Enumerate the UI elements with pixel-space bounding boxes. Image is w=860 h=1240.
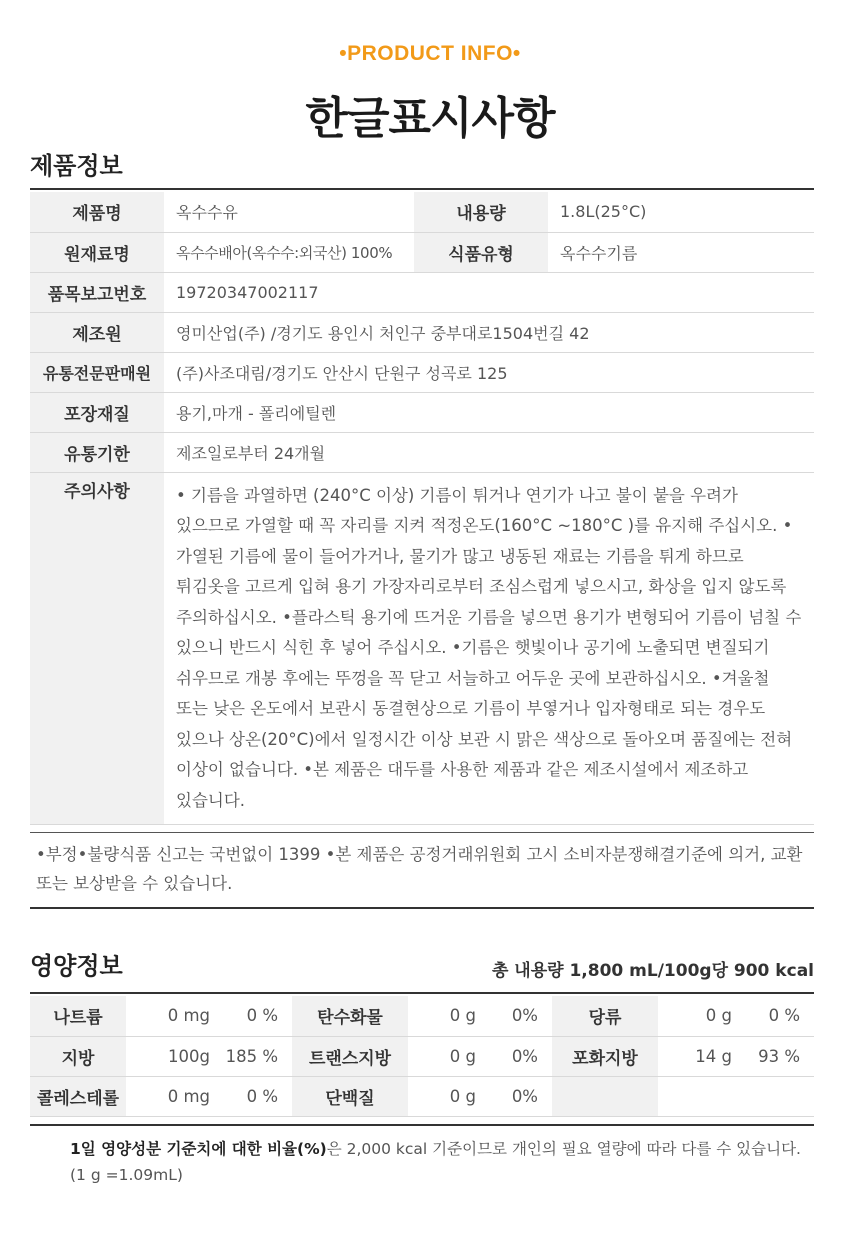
empty-cell (658, 1076, 738, 1116)
nutrient-label: 트랜스지방 (292, 1036, 408, 1076)
nutrient-label: 포화지방 (552, 1036, 658, 1076)
table-row (30, 996, 814, 1036)
caution-text: • 기름을 과열하면 (240°C 이상) 기름이 튀거나 연기가 나고 불이 붙을 우려가 있으므로 가열할 때 꼭 자리를 지켜 적정온도(160°C ~180°C )를 유지해 주십시오. •가열된 기름에 물이 들어가거나, 물기가 많고 냉동된 재료는 기름을 튀게 하므로 튀김옷을 고르게 입혀 용기 가장자리로부터 조심스럽게 넣으시고, 화상을 입지 않도록 주의하십시오. •플라스틱 용기에 뜨거운 기름을 넣으면 용기가 변형되어 기름이 넘칠 수 있으니 반드시 식힌 후 넣어 주십시오. •기름은 햇빛이나 공기에 노출되면 변질되기 쉬우므로 개봉 후에는 뚜껑을 꼭 닫고 서늘하고 어두운 곳에 보관하십시오. •겨울철 또는 낮은 온도에서 보관시 동결현상으로 기름이 부옇거나 입자형태로 되는 경우도 있으나 상온(20°C)에서 일정시간 이상 보관 시 맑은 색상으로 돌아오며 품질에는 전혀 이상이 없습니다. •본 제품은 대두를 사용한 제품과 같은 제조시설에서 제조하고 있습니다. (164, 472, 814, 825)
nutrient-percent: 0 % (216, 1076, 292, 1116)
nutrient-label: 지방 (30, 1036, 126, 1076)
tagline-dot-right: • (512, 42, 521, 65)
packaging-label: 포장재질 (30, 392, 164, 432)
report-number-label: 품목보고번호 (30, 272, 164, 312)
table-row (30, 472, 814, 825)
product-section-top-rule (30, 188, 814, 190)
ingredients-value: 옥수수배아(옥수수:외국산) 100% (164, 232, 414, 272)
volume-value: 1.8L(25°C) (548, 192, 814, 232)
nutrient-amount: 0 mg (126, 996, 216, 1036)
table-row (30, 312, 814, 352)
page-title: 한글표시사항 (305, 93, 555, 144)
manufacturer-value: 영미산업(주) /경기도 용인시 처인구 중부대로1504번길 42 (164, 312, 814, 352)
product-info-table (30, 192, 814, 825)
nutrient-amount: 14 g (658, 1036, 738, 1076)
ingredients-label: 원재료명 (30, 232, 164, 272)
product-section-title: 제품정보 (30, 152, 123, 180)
product-info-tagline (0, 42, 860, 66)
nutrition-total: 총 내용량 1,800 mL/100g당 900 kcal (491, 961, 814, 981)
footnote-bold: 1일 영양성분 기준치에 대한 비율(%) (70, 1140, 327, 1158)
nutrition-section-title: 영양정보 (30, 952, 123, 980)
footnote-text: 은 2,000 kcal 기준이므로 개인의 필요 열량에 따라 다를 수 있습니다. (326, 1140, 801, 1158)
table-row (30, 192, 814, 232)
nutrient-percent: 185 % (216, 1036, 292, 1076)
tagline-text: PRODUCT INFO (347, 42, 513, 65)
nutrient-percent: 0 % (738, 996, 814, 1036)
nutrient-label: 콜레스테롤 (30, 1076, 126, 1116)
table-row (30, 272, 814, 312)
nutrition-footnote (70, 1136, 810, 1188)
nutrient-percent: 0 % (216, 996, 292, 1036)
distributor-label: 유통전문판매원 (30, 352, 164, 392)
report-number-value: 19720347002117 (164, 272, 814, 312)
expiry-value: 제조일로부터 24개월 (164, 432, 814, 472)
empty-cell (738, 1076, 814, 1116)
nutrient-percent: 0% (482, 996, 552, 1036)
nutrient-amount: 0 g (408, 1076, 482, 1116)
nutrition-top-rule (30, 992, 814, 994)
nutrient-label: 탄수화물 (292, 996, 408, 1036)
report-notice: •부정•불량식품 신고는 국번없이 1399 •본 제품은 공정거래위원회 고시 소비자분쟁해결기준에 의거, 교환 또는 보상받을 수 있습니다. (36, 845, 803, 893)
table-row (30, 1076, 814, 1116)
product-name-value: 옥수수유 (164, 192, 414, 232)
table-row (30, 392, 814, 432)
nutrient-label: 나트륨 (30, 996, 126, 1036)
nutrient-amount: 100g (126, 1036, 216, 1076)
table-row (30, 432, 814, 472)
nutrient-percent: 0% (482, 1076, 552, 1116)
tagline-dot-left: • (339, 42, 348, 65)
nutrition-table (30, 996, 814, 1117)
footnote-conversion: (1 g =1.09mL) (70, 1166, 183, 1184)
caution-bottom-rule (30, 832, 814, 833)
table-row (30, 352, 814, 392)
packaging-value: 용기,마개 - 폴리에틸렌 (164, 392, 814, 432)
nutrient-amount: 0 g (408, 996, 482, 1036)
product-name-label: 제품명 (30, 192, 164, 232)
nutrient-label: 단백질 (292, 1076, 408, 1116)
nutrient-label: 당류 (552, 996, 658, 1036)
distributor-value: (주)사조대림/경기도 안산시 단원구 성곡로 125 (164, 352, 814, 392)
empty-cell (552, 1076, 658, 1116)
manufacturer-label: 제조원 (30, 312, 164, 352)
nutrient-amount: 0 g (658, 996, 738, 1036)
food-type-label: 식품유형 (414, 232, 548, 272)
food-type-value: 옥수수기름 (548, 232, 814, 272)
caution-label: 주의사항 (30, 472, 164, 825)
nutrient-percent: 0% (482, 1036, 552, 1076)
nutrition-bottom-rule (30, 1124, 814, 1126)
volume-label: 내용량 (414, 192, 548, 232)
nutrient-percent: 93 % (738, 1036, 814, 1076)
table-row (30, 1036, 814, 1076)
product-section-bottom-rule (30, 907, 814, 909)
nutrient-amount: 0 g (408, 1036, 482, 1076)
table-row (30, 232, 814, 272)
expiry-label: 유통기한 (30, 432, 164, 472)
nutrient-amount: 0 mg (126, 1076, 216, 1116)
